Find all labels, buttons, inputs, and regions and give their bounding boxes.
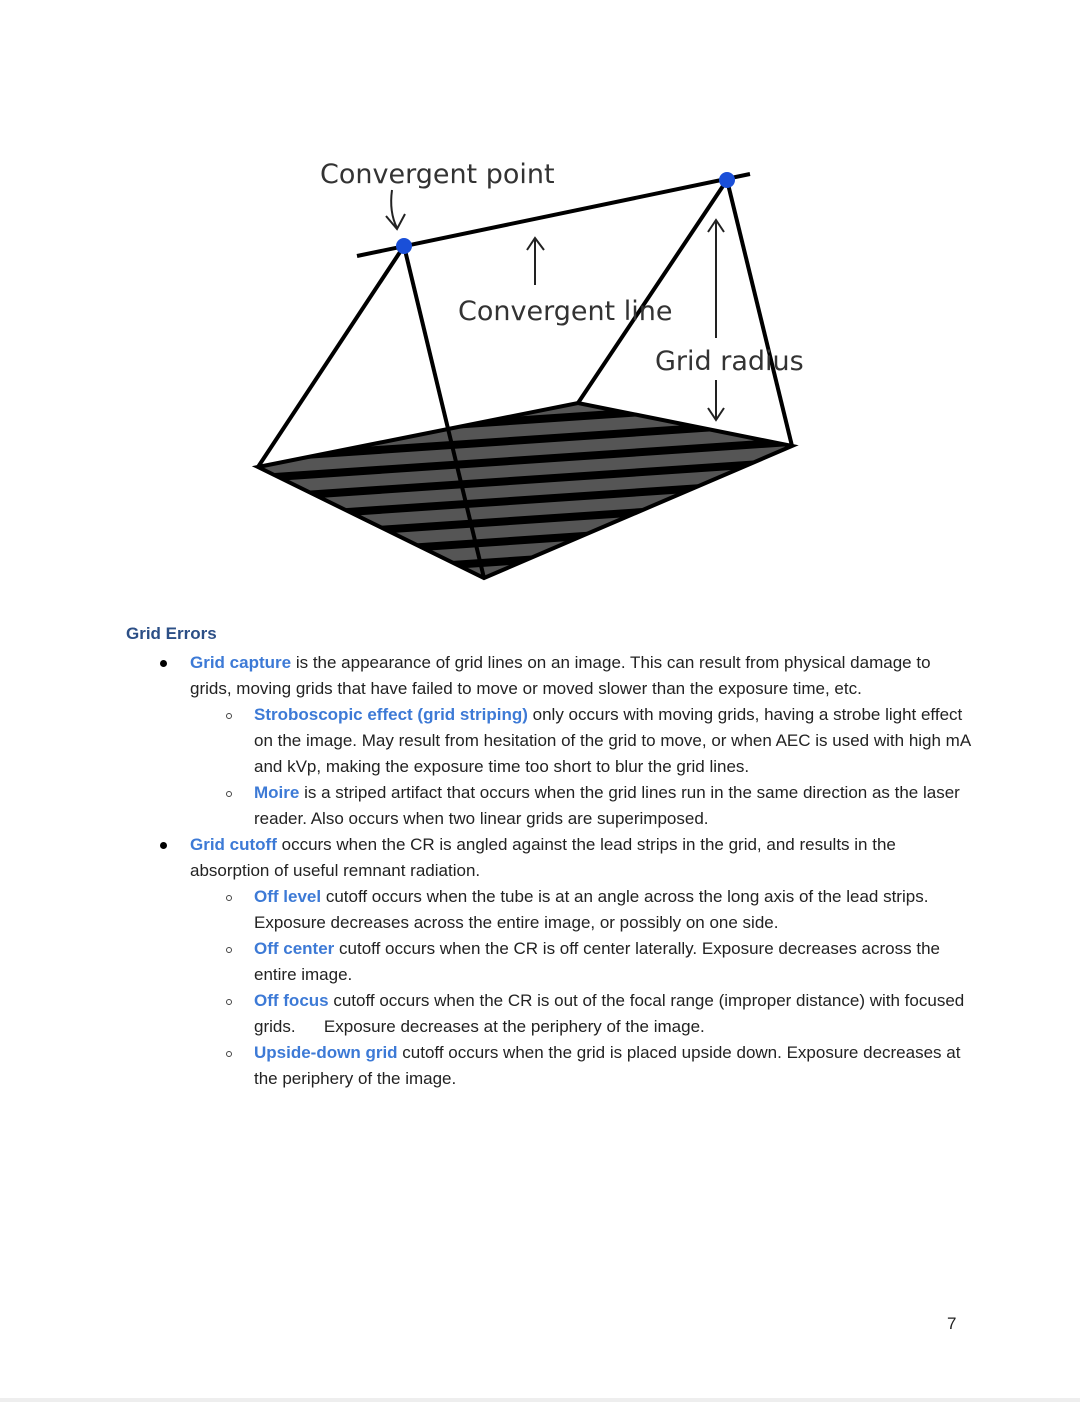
- list-item-off-level: [254, 884, 974, 936]
- section-heading: Grid Errors: [126, 624, 217, 643]
- sub-bullet-icon: [226, 791, 232, 797]
- bullet-icon: [160, 842, 167, 849]
- term-stroboscopic: Stroboscopic effect (grid striping): [254, 705, 528, 724]
- grid-plane: [230, 400, 820, 580]
- text-stroboscopic: only occurs with moving grids, having a strobe light effect on the image. May result from hesitation of the grid to move, or when AEC is used with high mA and kVp, making the exposure time too short to blur the grid lines.: [254, 705, 971, 776]
- bullet-icon: [160, 660, 167, 667]
- list-item-moire: [254, 780, 974, 832]
- convergent-point-left: [396, 238, 412, 254]
- arrow-convergent-line: [527, 238, 544, 285]
- label-grid-radius: Grid radius: [655, 346, 804, 377]
- term-upside-down: Upside-down grid: [254, 1043, 398, 1062]
- text-grid-cutoff: occurs when the CR is angled against the lead strips in the grid, and results in the absorption of useful remnant radiation.: [190, 835, 896, 880]
- page-number: 7: [947, 1314, 957, 1333]
- term-off-center: Off center: [254, 939, 335, 958]
- term-grid-cutoff: Grid cutoff: [190, 835, 277, 854]
- text-upside-down: cutoff occurs when the grid is placed upside down. Exposure decreases at the periphery of the image.: [254, 1043, 961, 1088]
- list-item-upside-down: [254, 1040, 974, 1092]
- term-moire: Moire: [254, 783, 300, 802]
- list-item-off-center: [254, 936, 974, 988]
- list-item-grid-capture: [190, 650, 970, 702]
- list-item-stroboscopic: [254, 702, 974, 780]
- term-grid-capture: Grid capture: [190, 653, 292, 672]
- list-item-off-focus: [254, 988, 974, 1040]
- text-moire: is a striped artifact that occurs when the grid lines run in the same direction as the laser reader. Also occurs when two linear grids are superimposed.: [254, 783, 960, 828]
- text-off-focus: cutoff occurs when the CR is out of the focal range (improper distance) with focused grids. Exposure decreases at the periphery of the image.: [254, 991, 969, 1036]
- text-off-center: cutoff occurs when the CR is off center laterally. Exposure decreases across the entire image.: [254, 939, 940, 984]
- term-off-focus: Off focus: [254, 991, 329, 1010]
- grid-errors-list: [0, 650, 1080, 1092]
- arrow-grid-radius: [708, 220, 724, 420]
- text-grid-capture: is the appearance of grid lines on an image. This can result from physical damage to grids, moving grids that have failed to move or moved slower than the exposure time, etc.: [190, 653, 931, 698]
- bottom-border: [0, 1398, 1080, 1402]
- list-item-grid-cutoff: [190, 832, 970, 884]
- sub-bullet-icon: [226, 947, 232, 953]
- convergent-point-right: [719, 172, 735, 188]
- arrow-convergent-point: [386, 190, 405, 229]
- sub-bullet-icon: [226, 999, 232, 1005]
- term-off-level: Off level: [254, 887, 322, 906]
- sub-bullet-icon: [226, 1051, 232, 1057]
- label-convergent-point: Convergent point: [320, 159, 555, 190]
- sub-bullet-icon: [226, 895, 232, 901]
- text-off-level: cutoff occurs when the tube is at an angle across the long axis of the lead strips. Exposure decreases across the entire image, or possibly on one side.: [254, 887, 929, 932]
- grid-diagram: [0, 0, 1080, 600]
- sub-bullet-icon: [226, 713, 232, 719]
- label-convergent-line: Convergent line: [458, 296, 673, 327]
